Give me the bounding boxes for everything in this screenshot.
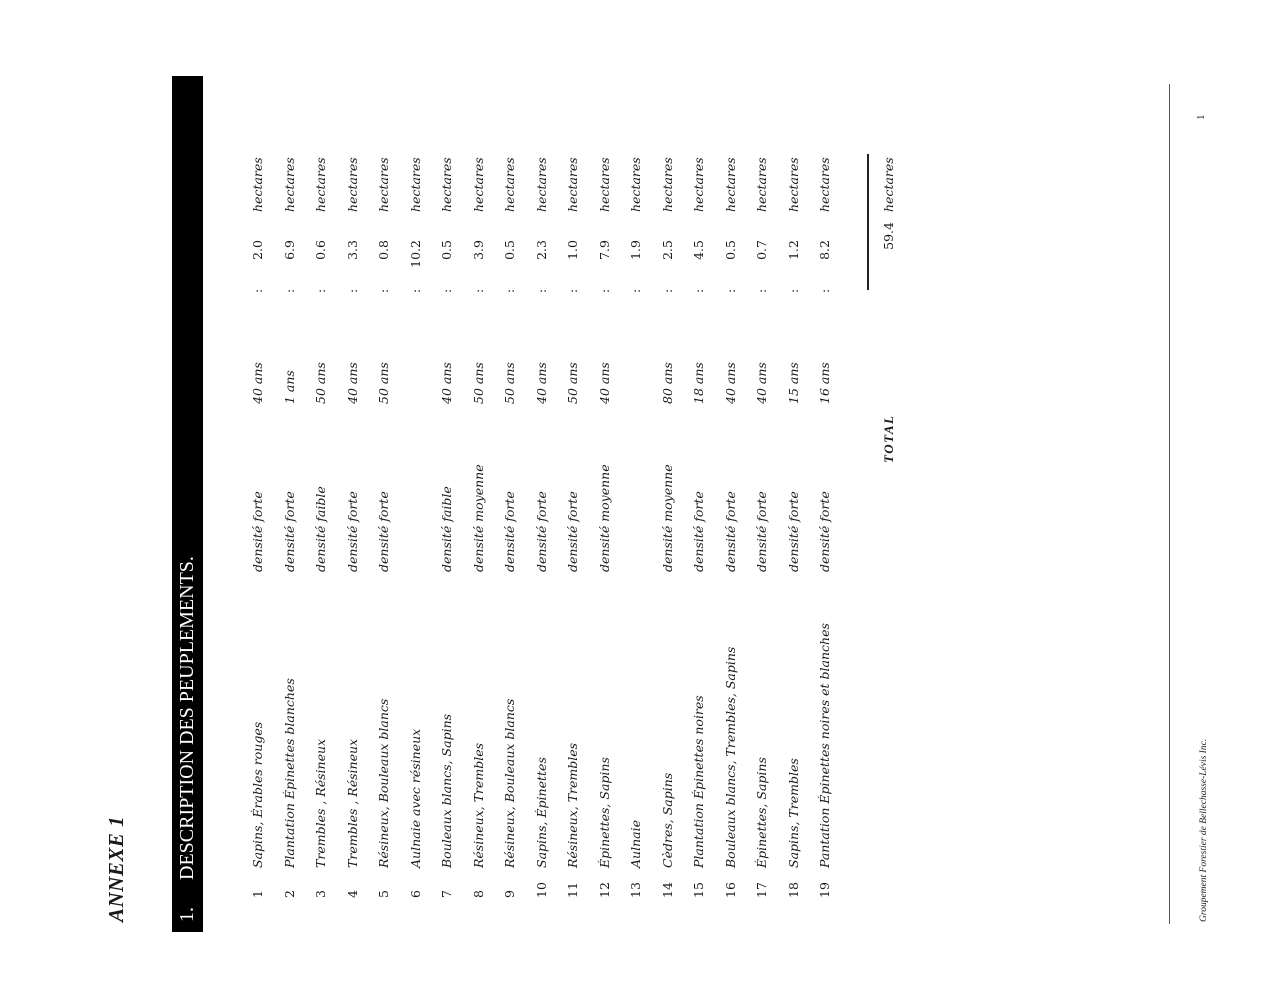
row-density: densité forte [345, 491, 360, 572]
row-colon: : [597, 288, 612, 293]
row-density: densité forte [817, 491, 832, 572]
row-density: densité forte [250, 491, 265, 572]
row-density: densité forte [376, 491, 391, 572]
row-density: densité forte [565, 491, 580, 572]
row-unit: hectares [817, 157, 832, 212]
row-unit: hectares [786, 157, 801, 212]
row-density: densité moyenne [660, 464, 675, 572]
row-species: Sapins, Trembles [786, 758, 801, 868]
row-unit: hectares [313, 157, 328, 212]
footer-rule [1169, 84, 1170, 924]
row-age: 50 ans [502, 362, 517, 404]
row-species: Résineux, Bouleaux blancs [376, 698, 391, 868]
row-colon: : [439, 288, 454, 293]
row-unit: hectares [408, 157, 423, 212]
row-colon: : [250, 288, 265, 293]
annexe-title: ANNEXE 1 [104, 815, 128, 922]
total-rule [867, 154, 869, 290]
row-age: 40 ans [345, 362, 360, 404]
row-number: 18 [786, 882, 801, 898]
row-area: 0.5 [439, 240, 454, 260]
row-colon: : [408, 288, 423, 293]
row-number: 9 [502, 890, 517, 898]
row-number: 11 [565, 882, 580, 898]
row-number: 17 [754, 882, 769, 898]
row-species: Aulnaie avec résineux [408, 728, 423, 868]
row-species: Bouleaux blancs, Sapins [439, 713, 454, 868]
row-density: densité forte [534, 491, 549, 572]
row-number: 15 [691, 882, 706, 898]
row-species: Trembles , Résineux [345, 738, 360, 868]
row-unit: hectares [691, 157, 706, 212]
row-number: 5 [376, 890, 391, 898]
row-age: 18 ans [691, 362, 706, 404]
row-number: 6 [408, 890, 423, 898]
row-area: 4.5 [691, 240, 706, 260]
row-colon: : [628, 288, 643, 293]
row-area: 2.3 [534, 240, 549, 260]
row-age: 16 ans [817, 362, 832, 404]
row-species: Pantation Épinettes noires et blanches [817, 623, 832, 868]
row-number: 1 [250, 890, 265, 898]
row-colon: : [376, 288, 391, 293]
row-age: 50 ans [376, 362, 391, 404]
row-area: 2.5 [660, 240, 675, 260]
row-density: densité forte [282, 491, 297, 572]
row-unit: hectares [502, 157, 517, 212]
row-number: 4 [345, 890, 360, 898]
row-area: 3.3 [345, 240, 360, 260]
row-area: 8.2 [817, 240, 832, 260]
row-density: densité moyenne [597, 464, 612, 572]
row-species: Résineux, Trembles [471, 742, 486, 868]
row-species: Bouleaux blancs, Trembles, Sapins [723, 646, 738, 868]
row-colon: : [786, 288, 801, 293]
row-number: 16 [723, 882, 738, 898]
row-unit: hectares [628, 157, 643, 212]
section-heading [174, 556, 201, 922]
row-colon: : [754, 288, 769, 293]
row-age: 40 ans [754, 362, 769, 404]
total-label: TOTAL [881, 414, 896, 463]
section-number: 1. [176, 907, 198, 922]
row-number: 7 [439, 890, 454, 898]
row-area: 1.2 [786, 240, 801, 260]
row-unit: hectares [565, 157, 580, 212]
row-species: Épinettes, Sapins [754, 757, 769, 868]
row-colon: : [723, 288, 738, 293]
footer-text: Groupement Forestier de Bellechasse-Lévis Inc. [1199, 738, 1209, 922]
row-age: 50 ans [313, 362, 328, 404]
row-age: 15 ans [786, 362, 801, 404]
row-colon: : [817, 288, 832, 293]
row-age: 40 ans [250, 362, 265, 404]
row-species: Trembles , Résineux [313, 738, 328, 868]
row-density: densité faible [313, 486, 328, 572]
row-area: 6.9 [282, 240, 297, 260]
row-number: 8 [471, 890, 486, 898]
row-colon: : [502, 288, 517, 293]
row-number: 19 [817, 882, 832, 898]
total-unit: hectares [881, 157, 896, 212]
row-number: 2 [282, 890, 297, 898]
row-unit: hectares [439, 157, 454, 212]
row-species: Épinettes, Sapins [597, 757, 612, 868]
row-unit: hectares [597, 157, 612, 212]
row-age: 40 ans [534, 362, 549, 404]
row-colon: : [313, 288, 328, 293]
row-colon: : [660, 288, 675, 293]
row-colon: : [565, 288, 580, 293]
row-area: 0.6 [313, 240, 328, 260]
page-number: 1 [1195, 114, 1207, 120]
row-colon: : [345, 288, 360, 293]
row-species: Sapins, Épinettes [534, 757, 549, 868]
row-age: 40 ans [723, 362, 738, 404]
row-age: 80 ans [660, 362, 675, 404]
row-area: 10.2 [408, 240, 423, 268]
row-area: 0.7 [754, 240, 769, 260]
row-colon: : [471, 288, 486, 293]
row-species: Plantation Épinettes noires [691, 695, 706, 868]
row-number: 14 [660, 882, 675, 898]
row-unit: hectares [282, 157, 297, 212]
row-age: 50 ans [471, 362, 486, 404]
row-unit: hectares [534, 157, 549, 212]
row-age: 50 ans [565, 362, 580, 404]
row-number: 12 [597, 882, 612, 898]
row-age: 1 ans [282, 370, 297, 404]
row-colon: : [534, 288, 549, 293]
row-density: densité forte [786, 491, 801, 572]
total-area: 59.4 [881, 222, 896, 250]
row-number: 10 [534, 882, 549, 898]
row-density: densité forte [723, 491, 738, 572]
row-unit: hectares [471, 157, 486, 212]
row-area: 0.5 [723, 240, 738, 260]
row-number: 3 [313, 890, 328, 898]
row-area: 1.9 [628, 240, 643, 260]
row-unit: hectares [723, 157, 738, 212]
row-species: Sapins, Érables rouges [250, 721, 265, 868]
section-title: DESCRIPTION DES PEUPLEMENTS. [176, 556, 198, 880]
row-age: 40 ans [439, 362, 454, 404]
row-area: 3.9 [471, 240, 486, 260]
row-species: Aulnaie [628, 820, 643, 868]
row-density: densité forte [691, 491, 706, 572]
row-area: 2.0 [250, 240, 265, 260]
row-density: densité moyenne [471, 464, 486, 572]
row-unit: hectares [754, 157, 769, 212]
row-colon: : [282, 288, 297, 293]
row-species: Cèdres, Sapins [660, 772, 675, 868]
row-density: densité forte [754, 491, 769, 572]
row-unit: hectares [250, 157, 265, 212]
row-unit: hectares [660, 157, 675, 212]
row-area: 7.9 [597, 240, 612, 260]
row-unit: hectares [345, 157, 360, 212]
row-number: 13 [628, 882, 643, 898]
row-area: 0.8 [376, 240, 391, 260]
row-unit: hectares [376, 157, 391, 212]
row-area: 1.0 [565, 240, 580, 260]
row-species: Plantation Épinettes blanches [282, 678, 297, 868]
row-density: densité faible [439, 486, 454, 572]
row-colon: : [691, 288, 706, 293]
row-age: 40 ans [597, 362, 612, 404]
row-species: Résineux, Trembles [565, 742, 580, 868]
row-area: 0.5 [502, 240, 517, 260]
row-species: Résineux, Bouleaux blancs [502, 698, 517, 868]
row-density: densité forte [502, 491, 517, 572]
